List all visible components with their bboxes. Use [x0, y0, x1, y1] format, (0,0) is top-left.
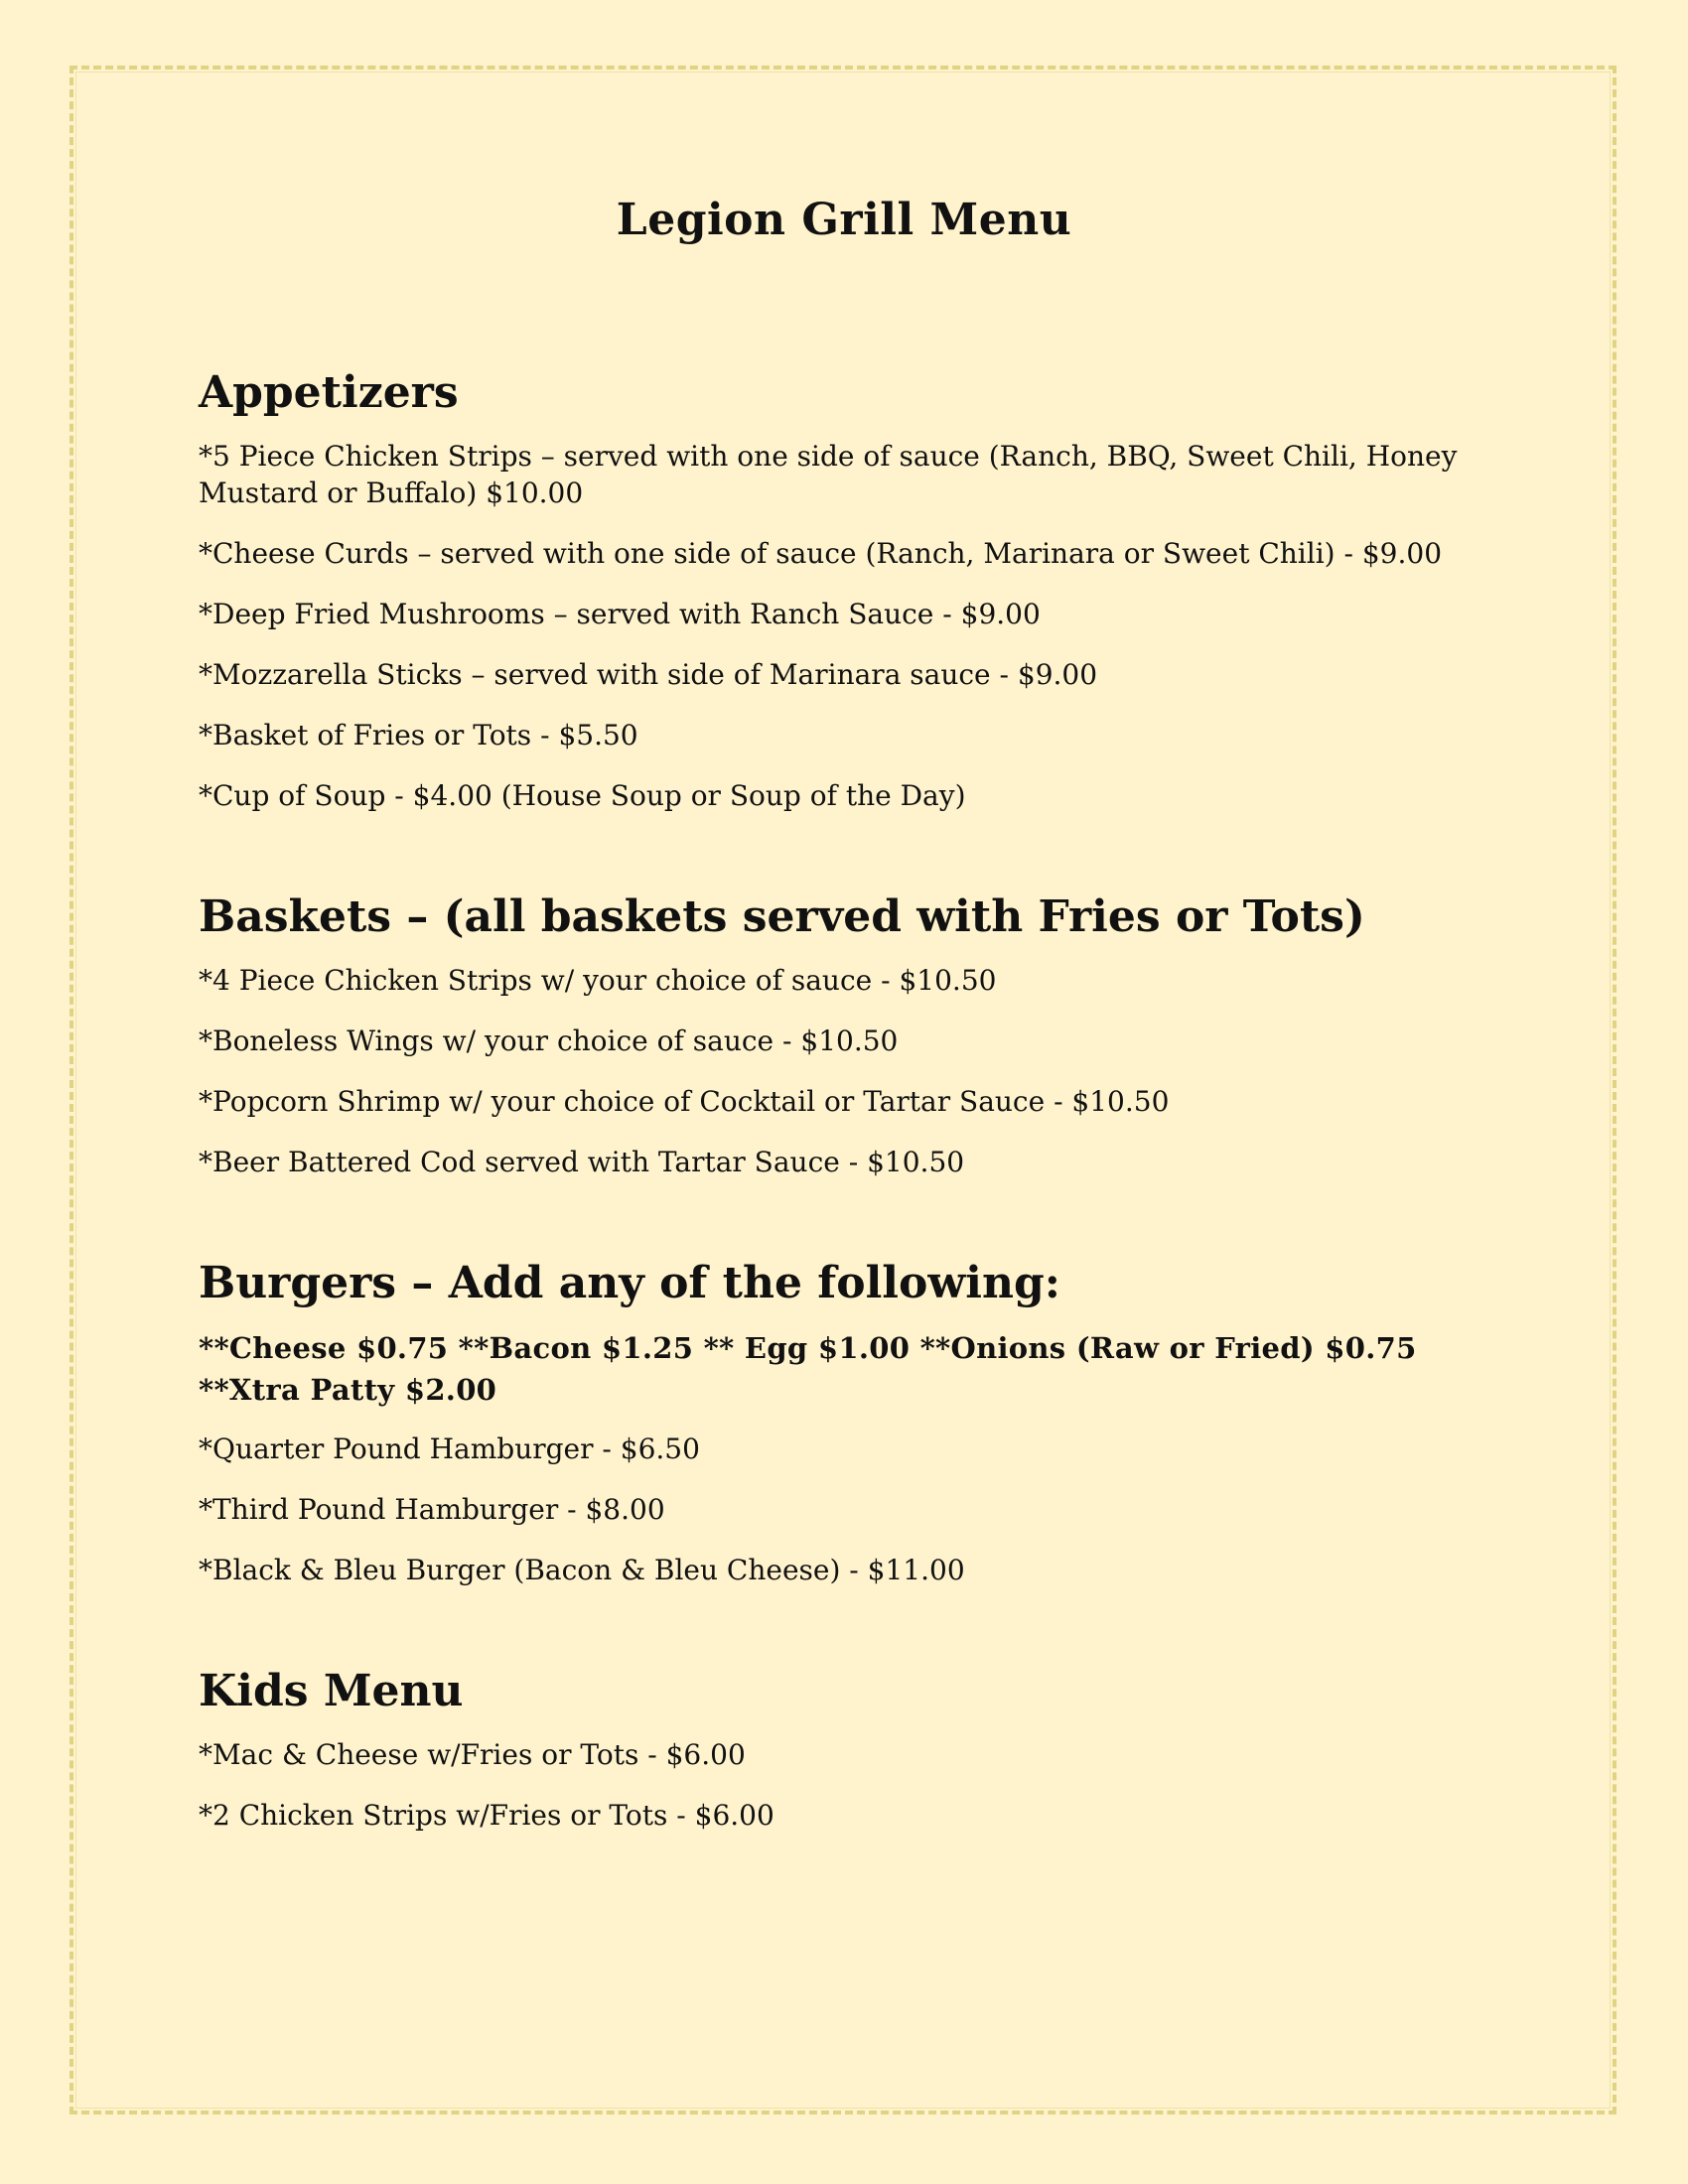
- section-heading: Kids Menu: [199, 1666, 464, 1717]
- menu-item: *Boneless Wings w/ your choice of sauce - $10.50: [199, 1024, 899, 1057]
- menu-item: *Basket of Fries or Tots - $5.50: [199, 718, 638, 751]
- menu-content: [199, 367, 1489, 1857]
- menu-item: *5 Piece Chicken Strips – served with one side of sauce (Ranch, BBQ, Sweet Chili, Honey Mustard or Buffalo) $10.00: [199, 439, 1458, 509]
- menu-item: *2 Chicken Strips w/Fries or Tots - $6.00: [199, 1799, 774, 1833]
- section-appetizers: [199, 367, 1489, 814]
- menu-item: *Quarter Pound Hamburger - $6.50: [199, 1433, 700, 1466]
- menu-item: *Black & Bleu Burger (Bacon & Bleu Cheese) - $11.00: [199, 1554, 965, 1587]
- menu-title: Legion Grill Menu: [616, 195, 1072, 245]
- section-burgers: [199, 1258, 1489, 1589]
- menu-item: *Mac & Cheese w/Fries or Tots - $6.00: [199, 1738, 746, 1772]
- burger-addons: **Cheese $0.75 **Bacon $1.25 ** Egg $1.00 **Onions (Raw or Fried) $0.75 **Xtra Patty $2.00: [199, 1331, 1417, 1408]
- menu-item: *Cup of Soup - $4.00 (House Soup or Soup of the Day): [199, 778, 966, 812]
- menu-item: *Popcorn Shrimp w/ your choice of Cocktail or Tartar Sauce - $10.50: [199, 1084, 1170, 1118]
- menu-item: *Deep Fried Mushrooms – served with Ranch Sauce - $9.00: [199, 597, 1041, 630]
- section-heading: Baskets – (all baskets served with Fries or Tots): [199, 890, 1365, 942]
- menu-item: *Third Pound Hamburger - $8.00: [199, 1493, 665, 1527]
- menu-item: *Cheese Curds – served with one side of sauce (Ranch, Marinara or Sweet Chili) - $9.00: [199, 536, 1443, 570]
- section-heading: Burgers – Add any of the following:: [199, 1257, 1060, 1308]
- menu-item: *Mozzarella Sticks – served with side of Marinara sauce - $9.00: [199, 657, 1098, 691]
- section-kids-menu: [199, 1666, 1489, 1834]
- section-baskets: [199, 891, 1489, 1180]
- menu-item: *Beer Battered Cod served with Tartar Sauce - $10.50: [199, 1145, 965, 1178]
- section-heading: Appetizers: [199, 367, 459, 418]
- menu-item: *4 Piece Chicken Strips w/ your choice of sauce - $10.50: [199, 963, 997, 997]
